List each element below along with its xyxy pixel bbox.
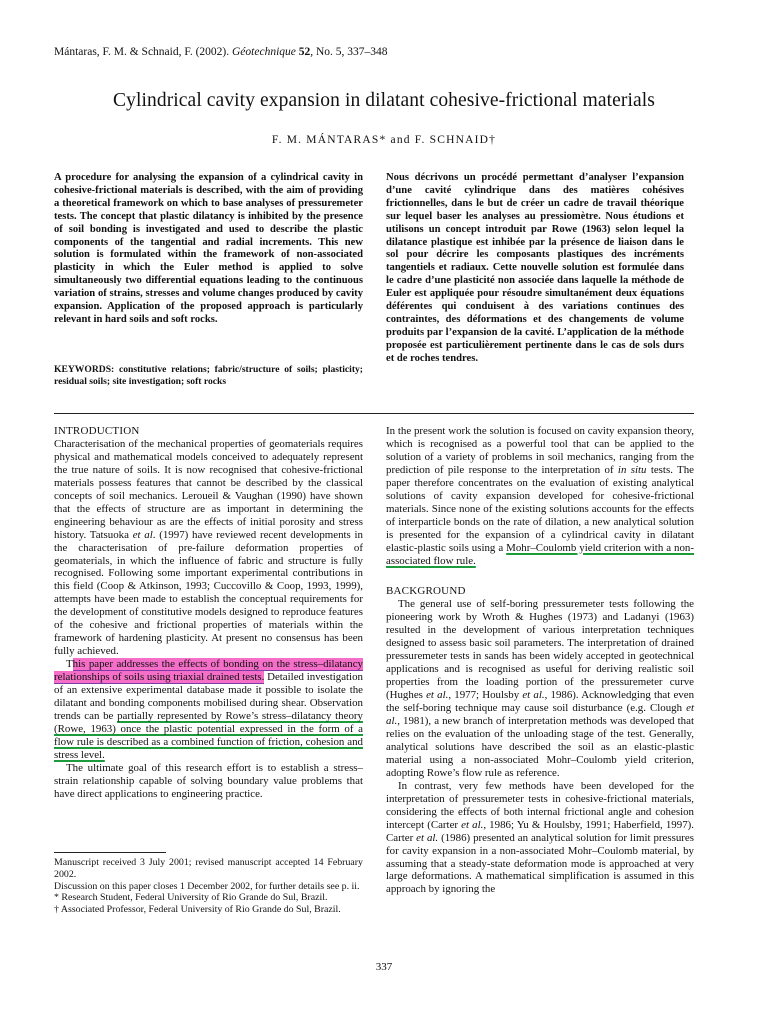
citation-volume: 52 (298, 46, 311, 58)
bg-p1-text-d: , 1981), a new branch of interpretation methods was developed that relies on the evaluation of the unloading stage of the test. Generally, analytical solutions have described the soil as an elastic-plastic material using a non-associated Mohr–Coulomb yield criterion, adopting Rowe’s flow rule as reference. (386, 715, 694, 779)
introduction-heading: INTRODUCTION (54, 425, 140, 437)
intro-p1-text-a: Characterisation of the mechanical properties of geomaterials requires physical and mathematical models conceived to adequately represent the true nature of soils. It is now recognised that cohesive-frictional materials possess features that cannot be described by the classical concepts of soil mechanics. Leroueil & Vaughan (1990) have shown that the effects of structure are as important in determining the engineering behaviour as are the effects of initial porosity and stress history. Tatsuoka (54, 437, 363, 541)
footnote-author-1: * Research Student, Federal University of Rio Grande do Sul, Brazil. (54, 892, 328, 904)
highlighted-passage: his paper addresses the effects of bonding on the stress–dilatancy relationships of soils using triaxial drained tests. (54, 658, 363, 684)
right-column (386, 425, 694, 896)
right-intro-text-a: In the present work the solution is focused on cavity expansion theory, which is recognised as a powerful tool that can be applied to the solution of a variety of problems in soil mechanics, ranging from the prediction of pile response to the interpretation of (386, 425, 694, 476)
bg-p1-text-c: , 1986). Acknowledging that even the self-boring technique may cause soil disturbance (e.g. Clough (386, 689, 695, 715)
footnote-rule (54, 852, 166, 853)
footnotes (54, 852, 363, 916)
bg-p1-etal-3: et al. (386, 702, 694, 728)
bg-p2-etal-1: et al. (461, 818, 484, 831)
intro-p1-etal: et al (132, 528, 153, 541)
bg-p1-text-b: , 1977; Houlsby (448, 689, 523, 702)
background-paragraph-2 (386, 780, 694, 897)
right-intro-text-b: tests. The paper therefore concentrates on the evaluation of existing analytical solutions of cavity expansion developed for cohesive-frictional materials. Since none of the existing solutions accounts for the effects of interparticle bonds on the rate of dilation, a new analytical solution is presented for the expansion of a cylindrical cavity in dilatant elastic-plastic soils using a (386, 463, 694, 554)
intro-p2-lead: T (66, 658, 73, 671)
paper-authors: F. M. MÁNTARAS* and F. SCHNAID† (271, 134, 497, 146)
background-heading: BACKGROUND (386, 585, 466, 598)
section-gap (386, 567, 694, 585)
abstract-french: Nous décrivons un procédé permettant d’analyser l’expansion d’une cavité cylindrique dans des matières cohésives frictionnelles, dans le but de créer un cadre de travail théorique sur lequel baser les analyses au pressiomètre. Nous étudions et utilisons un concept introduit par Rowe (1963) selon lequel la dilatance plastique est inhibée par la présence de liaison dans le sol pour décrire les composants plastiques des incréments tangentiels et radiaux. Cette nouvelle solution est formulée dans le cadre d’une plasticité non associée dans laquelle la méthode de Euler est appliquée pour résoudre simultanément deux équations déférentes qui conduisent à des variations continues des contraintes, des déformations et des changements de volume produits par l’expansion de la cavité. L’application de la méthode proposée est particulièrement pertinente dans le cas de sols durs et de roches tendres. (386, 172, 684, 364)
footnote-received: Manuscript received 3 July 2001; revised manuscript accepted 14 February 2002. (54, 857, 363, 880)
citation-authors: Mántaras, F. M. & Schnaid, F. (2002). (54, 46, 232, 58)
bg-p2-etal-2: et al. (416, 831, 439, 844)
intro-paragraph-1 (54, 438, 363, 658)
intro-p1-text-b: . (1997) have reviewed recent developments in the characterisation of pre-failure deformation properties of geomaterials, in which the influence of fabric and structure is fully recognised. Following some important experimental contributions in this field (Coop & Atkinson, 1993; Cuccovillo & Coop, 1993, 1999), attempts have been made to establish the conceptual requirements for the development of constitutive models designed to reproduce features of the cohesive and frictional properties of materials within the framework of hardening plasticity. At present no consensus has been fully achieved. (54, 528, 363, 658)
underlined-passage-right: Mohr–Coulomb yield criterion with a non-associated flow rule. (386, 541, 695, 567)
section-divider (54, 413, 694, 414)
bg-p1-etal-2: et al. (522, 689, 545, 702)
footnote-discussion: Discussion on this paper closes 1 December 2002, for further details see p. ii. (54, 880, 360, 892)
bg-p2-text-c: (1986) presented an analytical solution for limit pressures for cavity expansion in a non-associated Mohr–Coulomb material, by assuming that a steady-state deformation mode is approached at very large deformations. A mathematical simplification is assumed in this approach by ignoring the (386, 831, 694, 896)
bg-p1-etal-1: et al. (426, 689, 449, 702)
in-situ-italic: in situ (617, 463, 647, 476)
intro-paragraph-3: The ultimate goal of this research effort is to establish a stress–strain relationship capable of solving boundary value problems that have direct applications to engineering practice. (54, 761, 363, 800)
citation-journal: Géotechnique (232, 46, 296, 58)
citation-line (54, 46, 388, 58)
intro-p2-text: Detailed investigation of an extensive experimental database made it possible to isolate the dilatant and bonding components mobilised during shear. Observation trends can be (54, 671, 363, 722)
underlined-passage: partially represented by Rowe’s stress–dilatancy theory (Rowe, 1963) once the plastic potential expressed in the form of a flow rule is described as a combined function of friction, cohesion and stress level. (54, 709, 363, 761)
footnote-author-2: † Associated Professor, Federal University of Rio Grande do Sul, Brazil. (54, 904, 341, 916)
paper-title: Cylindrical cavity expansion in dilatant cohesive-frictional materials (113, 90, 655, 111)
abstract-english: A procedure for analysing the expansion of a cylindrical cavity in cohesive-frictional materials is described, with the aim of providing a theoretical framework on which to base analyses of pressuremeter tests. The concept that plastic dilatancy is inhibited by the presence of soil bonding is investigated and used to describe the plastic components of the tangential and radial increments. This new solution is formulated within the framework of non-associated plasticity in which the Euler method is applied to solve simultaneously two differential equations leading to the continuous variation of strains, stresses and volume changes produced by cavity expansion. Application of the proposed approach is particularly relevant in hard soils and soft rocks. (54, 172, 363, 325)
background-paragraph-1 (386, 598, 694, 779)
page-number: 337 (375, 961, 393, 973)
bg-p2-text-b: , 1986; Yu & Houlsby, 1991; Haberfield, 1997). Carter (386, 818, 694, 844)
left-column (54, 425, 363, 801)
keywords: KEYWORDS: constitutive relations; fabric/structure of soils; plasticity; residual soils; site investigation; soft rocks (54, 364, 363, 388)
citation-issue: , No. 5, 337–348 (310, 46, 388, 58)
right-intro-paragraph (386, 425, 694, 567)
bg-p1-text-a: The general use of self-boring pressuremeter tests following the pioneering work by Wroth & Hughes (1973) and Ladanyi (1963) resulted in the development of various interpretation techniques designed to assess basic soil parameters. The interpretation of drained pressuremeter tests in sands has been widely accepted in geotechnical applications and is recognised as useful for deriving realistic soil properties from the loading portion of the pressuremeter curve (Hughes (386, 598, 694, 702)
intro-paragraph-2 (54, 658, 363, 762)
bg-p2-text-a: In contrast, very few methods have been developed for the interpretation of pressuremeter tests in cohesive-frictional materials, considering the effects of both internal frictional angle and cohesion intercept (Carter (386, 779, 694, 831)
